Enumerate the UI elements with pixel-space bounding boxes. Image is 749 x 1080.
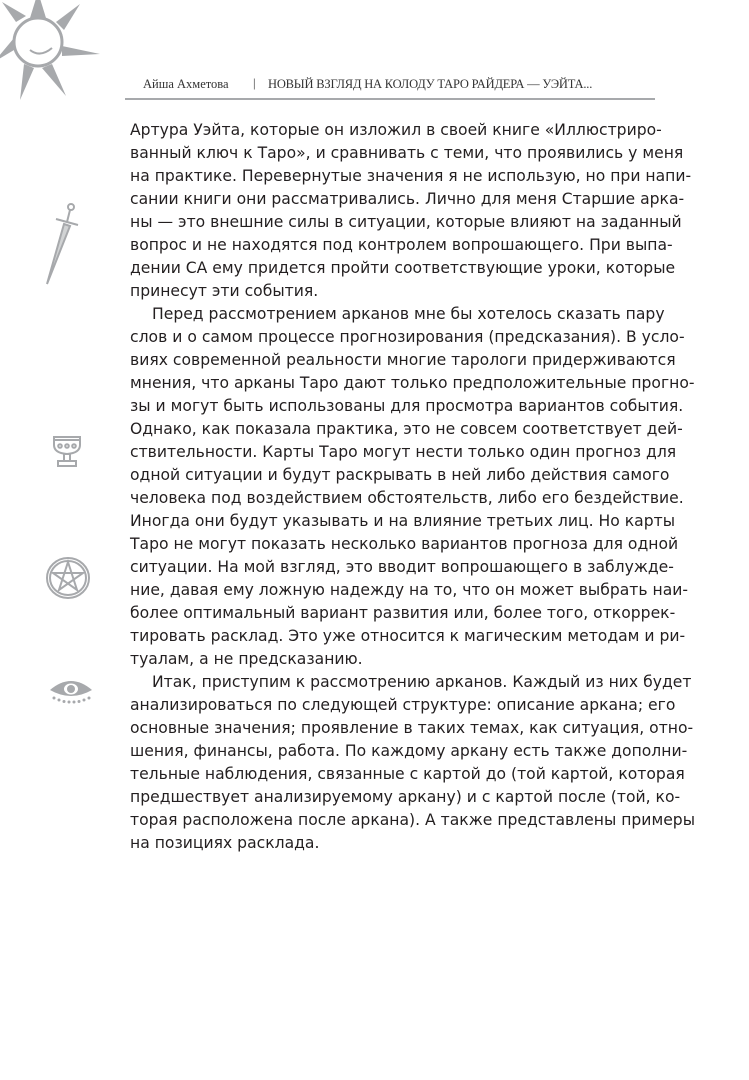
- text-line: ванный ключ к Таро», и сравнивать с теми, что проявились у меня: [130, 144, 684, 162]
- text-line: виях современной реальности многие тарологи придерживаются: [130, 351, 676, 369]
- text-line: более оптимальный вариант развития или, более того, откоррек-: [130, 604, 676, 622]
- text-line: туалам, а не предсказанию.: [130, 650, 363, 668]
- text-line: Иногда они будут указывать и на влияние третьих лиц. Но карты: [130, 512, 676, 530]
- pentacle-icon: [44, 555, 92, 601]
- text-line: сании книги они рассматривались. Лично для меня Старшие арка-: [130, 190, 685, 208]
- text-line: Перед рассмотрением арканов мне бы хотелось сказать пару: [152, 305, 665, 323]
- sword-icon: [40, 200, 80, 290]
- paragraph: [130, 303, 695, 671]
- header-book-title: НОВЫЙ ВЗГЛЯД НА КОЛОДУ ТАРО РАЙДЕРА — УЭЙТА...: [268, 77, 593, 91]
- text-line: Однако, как показала практика, это не совсем соответствует дей-: [130, 420, 683, 438]
- text-line: Артура Уэйта, которые он изложил в своей книге «Иллюстриро-: [130, 121, 662, 139]
- text-line: тировать расклад. Это уже относится к магическим методам и ри-: [130, 627, 686, 645]
- chalice-icon: [52, 435, 82, 469]
- header-separator: |: [253, 76, 256, 90]
- sun-icon: [0, 0, 110, 105]
- text-line: на позициях расклада.: [130, 834, 320, 852]
- paragraph: [130, 119, 692, 303]
- text-line: мнения, что арканы Таро дают только предположительные прогно-: [130, 374, 695, 392]
- text-line: ствительности. Карты Таро могут нести только один прогноз для: [130, 443, 677, 461]
- text-line: зы и могут быть использованы для просмотра вариантов события.: [130, 397, 684, 415]
- text-line: одной ситуации и будут раскрывать в ней либо действия самого: [130, 466, 670, 484]
- text-line: основные значения; проявление в таких темах, как ситуация, отно-: [130, 719, 694, 737]
- text-line: предшествует анализируемому аркану) и с картой после (той, ко-: [130, 788, 681, 806]
- text-line: ны — это внешние силы в ситуации, которые влияют на заданный: [130, 213, 682, 231]
- text-line: ние, давая ему ложную надежду на то, что он может выбрать наи-: [130, 581, 689, 599]
- text-line: анализироваться по следующей структуре: описание аркана; его: [130, 696, 676, 714]
- eye-icon: [48, 678, 94, 706]
- text-line: слов и о самом процессе прогнозирования (предсказания). В усло-: [130, 328, 685, 346]
- text-line: принесут эти события.: [130, 282, 319, 300]
- header-author: Айша Ахметова: [143, 77, 229, 91]
- running-header: [125, 74, 655, 100]
- text-line: ситуации. На мой взгляд, это вводит вопрошающего в заблужде-: [130, 558, 674, 576]
- body-text: [130, 119, 696, 855]
- text-line: вопрос и не находятся под контролем вопрошающего. При выпа-: [130, 236, 673, 254]
- text-line: торая расположена после аркана). А также представлены примеры: [130, 811, 696, 829]
- text-line: тельные наблюдения, связанные с картой до (той картой, которая: [130, 765, 685, 783]
- text-line: на практике. Перевернутые значения я не использую, но при напи-: [130, 167, 692, 185]
- text-line: шения, финансы, работа. По каждому аркану есть также дополни-: [130, 742, 688, 760]
- text-line: дении СА ему придется пройти соответствующие уроки, которые: [130, 259, 676, 277]
- paragraph: [130, 671, 696, 855]
- text-line: человека под воздействием обстоятельств, либо его бездействие.: [130, 489, 684, 507]
- text-line: Таро не могут показать несколько вариантов прогноза для одной: [130, 535, 679, 553]
- text-line: Итак, приступим к рассмотрению арканов. Каждый из них будет: [152, 673, 692, 691]
